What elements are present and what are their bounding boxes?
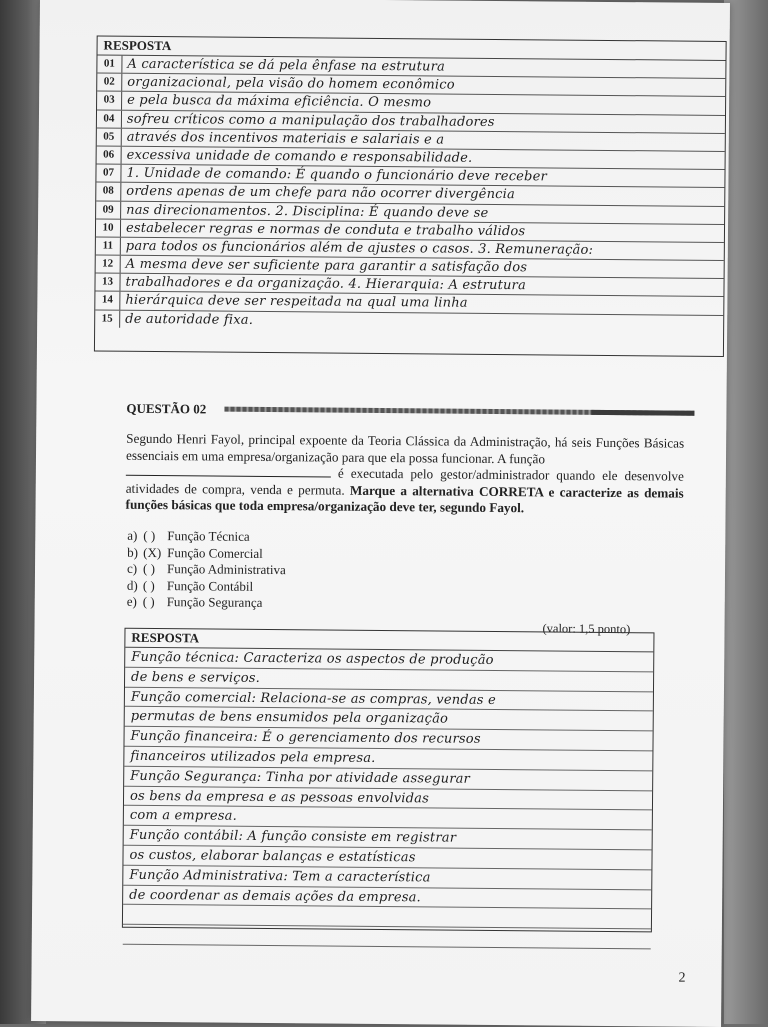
option-letter: a) <box>127 527 138 543</box>
row-number: 04 <box>97 110 122 127</box>
option-mark: ( ) <box>142 593 155 610</box>
handwritten-line: com a empresa. <box>129 808 237 825</box>
question-text-part1: Segundo Henri Fayol, principal expoente da Teoria Clássica da Administração, há seis Funções Básicas essenciais em uma empresa/organização para que ela possa funcionar. A função <box>125 430 685 466</box>
handwritten-line: para todos os funcionários além de ajustes o casos. 3. Remuneração: <box>125 238 594 258</box>
question-title: QUESTÃO 02 <box>126 400 207 417</box>
fill-blank <box>126 465 331 478</box>
handwritten-line: 1. Unidade de comando: É quando o funcionário deve receber <box>126 165 547 185</box>
option-item <box>127 561 286 579</box>
handwritten-line: Função técnica: Caracteriza os aspectos de produção <box>131 649 494 668</box>
handwritten-line: e pela busca da máxima eficiência. O mesmo <box>127 93 432 111</box>
resposta-heading: RESPOSTA <box>125 629 653 653</box>
option-letter: d) <box>126 577 138 593</box>
point-value: (valor: 1,5 ponto) <box>542 621 631 637</box>
option-mark: ( ) <box>142 577 155 593</box>
handwritten-line: através dos incentivos materiais e salariais e a <box>126 129 445 148</box>
row-number: 03 <box>97 92 122 109</box>
answer-lines <box>123 648 654 950</box>
handwritten-line: hierárquica deve ser respeitada na qual uma linha <box>125 293 468 312</box>
option-label: Função Administrativa <box>166 561 286 578</box>
handwritten-line: Função Segurança: Tinha por atividade assegurar <box>130 768 471 787</box>
handwritten-line: ordens apenas de um chefe para não ocorrer divergência <box>126 184 516 203</box>
resposta-table-2 <box>122 628 655 933</box>
row-number: 01 <box>97 55 122 72</box>
handwritten-line: trabalhadores e da organização. 4. Hierarquia: A estrutura <box>125 274 527 294</box>
option-mark: ( ) <box>143 527 156 544</box>
resposta-heading: RESPOSTA <box>98 36 726 60</box>
option-label: Função Comercial <box>167 544 263 561</box>
handwritten-line: sofreu críticos como a manipulação dos trabalhadores <box>126 111 495 130</box>
answer-rows <box>95 55 725 332</box>
title-rule-end <box>591 410 694 416</box>
option-item <box>127 577 286 595</box>
handwritten-line: de coordenar as demais ações da empresa. <box>129 887 422 905</box>
row-number: 14 <box>95 292 120 309</box>
handwritten-line: estabelecer regras e normas de conduta e trabalho válidos <box>125 220 526 239</box>
row-number: 09 <box>96 201 121 218</box>
photo-background-right <box>724 0 768 1024</box>
row-number: 08 <box>96 183 121 200</box>
row-number: 13 <box>95 274 120 291</box>
handwritten-line: A mesma deve ser suficiente para garantir a satisfação dos <box>125 256 528 276</box>
row-number: 02 <box>97 74 122 91</box>
handwritten-line: de autoridade fixa. <box>125 311 254 328</box>
question-text <box>126 431 685 518</box>
option-item <box>127 544 286 562</box>
row-number: 06 <box>97 146 122 163</box>
handwritten-line: organizacional, pela visão do homem econômico <box>127 74 455 93</box>
question-instruction: Marque a alternativa CORRETA e caracterize as demais funções básicas que toda empresa/organização deve ter, segundo Fayol. <box>125 482 684 516</box>
handwritten-line: de bens e serviços. <box>131 669 261 686</box>
handwritten-line: financeiros utilizados pela empresa. <box>130 748 376 766</box>
exam-page <box>31 0 730 1027</box>
row-number: 11 <box>96 237 121 254</box>
handwritten-line: excessiva unidade de comando e responsabilidade. <box>126 147 473 166</box>
handwritten-line: A característica se dá pela ênfase na estrutura <box>127 56 446 75</box>
question-text-part2: é executada pelo gestor/administrador quando ele desenvolve atividades de compra, venda e permuta. <box>125 465 684 498</box>
page-number: 2 <box>678 970 686 986</box>
option-item <box>127 528 286 546</box>
row-number: 05 <box>97 128 122 145</box>
handwritten-line: Função contábil: A função consiste em registrar <box>129 827 457 846</box>
handwritten-line: permutas de bens ensumidos pela organização <box>130 709 449 727</box>
option-label: Função Contábil <box>166 577 254 594</box>
option-letter: c) <box>126 560 138 576</box>
row-number: 10 <box>96 219 121 236</box>
handwritten-line: os bens da empresa e as pessoas envolvidas <box>129 788 430 806</box>
option-letter: e) <box>126 593 137 609</box>
handwritten-line: Função Administrativa: Tem a característica <box>129 867 431 886</box>
row-number: 12 <box>96 256 121 273</box>
option-mark: ( ) <box>142 560 156 577</box>
handwritten-line: Função financeira: É o gerenciamento dos recursos <box>130 728 481 748</box>
option-mark: (X) <box>143 544 162 560</box>
row-number: 15 <box>95 310 120 327</box>
option-letter: b) <box>127 544 139 560</box>
handwritten-line: Função comercial: Relaciona-se as compras, vendas e <box>130 689 496 708</box>
option-item <box>127 594 286 612</box>
row-number: 07 <box>96 165 121 182</box>
handwritten-line: nas direcionamentos. 2. Disciplina: É quando deve se <box>126 202 489 221</box>
options-list <box>127 528 287 612</box>
option-label: Função Segurança <box>166 594 263 610</box>
option-label: Função Técnica <box>167 528 250 544</box>
handwritten-line: os custos, elaborar balanças e estatísticas <box>129 847 416 866</box>
resposta-table-1 <box>94 35 727 356</box>
answer-line <box>123 925 651 949</box>
